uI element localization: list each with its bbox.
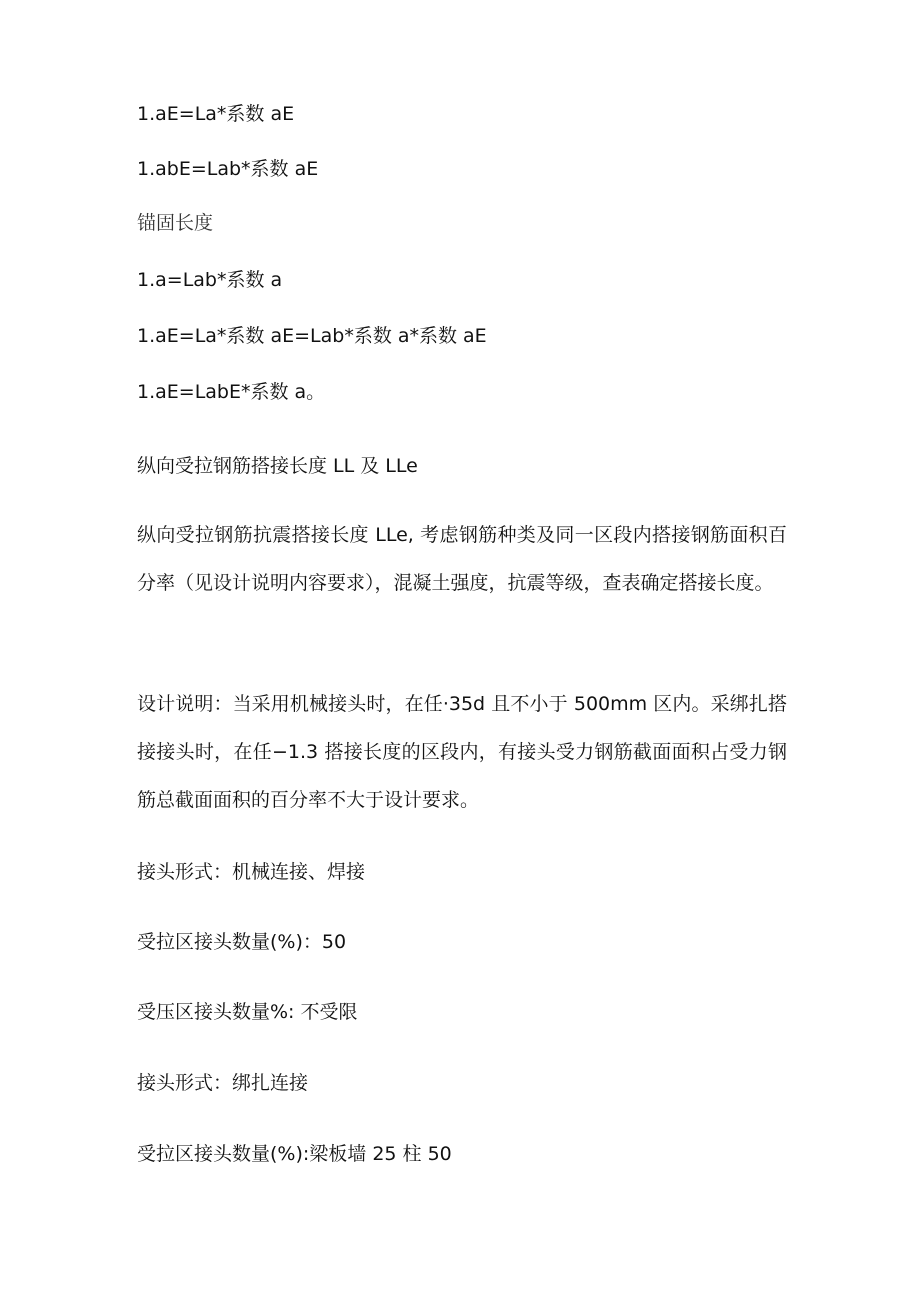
joint-item: 受压区接头数量%: 不受限 (137, 1001, 358, 1023)
formula-line: 1.aE=La*系数 aE=Lab*系数 a*系数 aE (137, 325, 487, 347)
joint-item: 受拉区接头数量(%)：50 (137, 931, 347, 953)
lap-paragraph: 纵向受拉钢筋抗震搭接长度 LLe, 考虑钢筋种类及同一区段内搭接钢筋面积百分率（见设计说明内容要求），混凝土强度，抗震等级，查表确定搭接长度。 (137, 524, 787, 594)
formula-line: 1.aE=LabE*系数 a。 (137, 381, 326, 403)
formula-line: 1.aE=La*系数 aE (137, 103, 295, 125)
joint-item: 接头形式：绑扎连接 (137, 1072, 309, 1094)
lap-heading: 纵向受拉钢筋搭接长度 LL 及 LLe (137, 455, 418, 477)
joint-item: 接头形式：机械连接、焊接 (137, 861, 366, 883)
formula-line: 1.a=Lab*系数 a (137, 269, 283, 291)
anchorage-heading: 锚固长度 (137, 212, 214, 234)
joint-item: 受拉区接头数量(%):梁板墙 25 柱 50 (137, 1143, 452, 1165)
design-paragraph: 设计说明：当采用机械接头时，在任·35d 且不小于 500mm 区内。采绑扎搭接接头时，在任−1.3 搭接长度的区段内，有接头受力钢筋截面面积占受力钢筋总截面面积的百分率不大于设计要求。 (137, 693, 787, 811)
formula-line: 1.abE=Lab*系数 aE (137, 158, 319, 180)
